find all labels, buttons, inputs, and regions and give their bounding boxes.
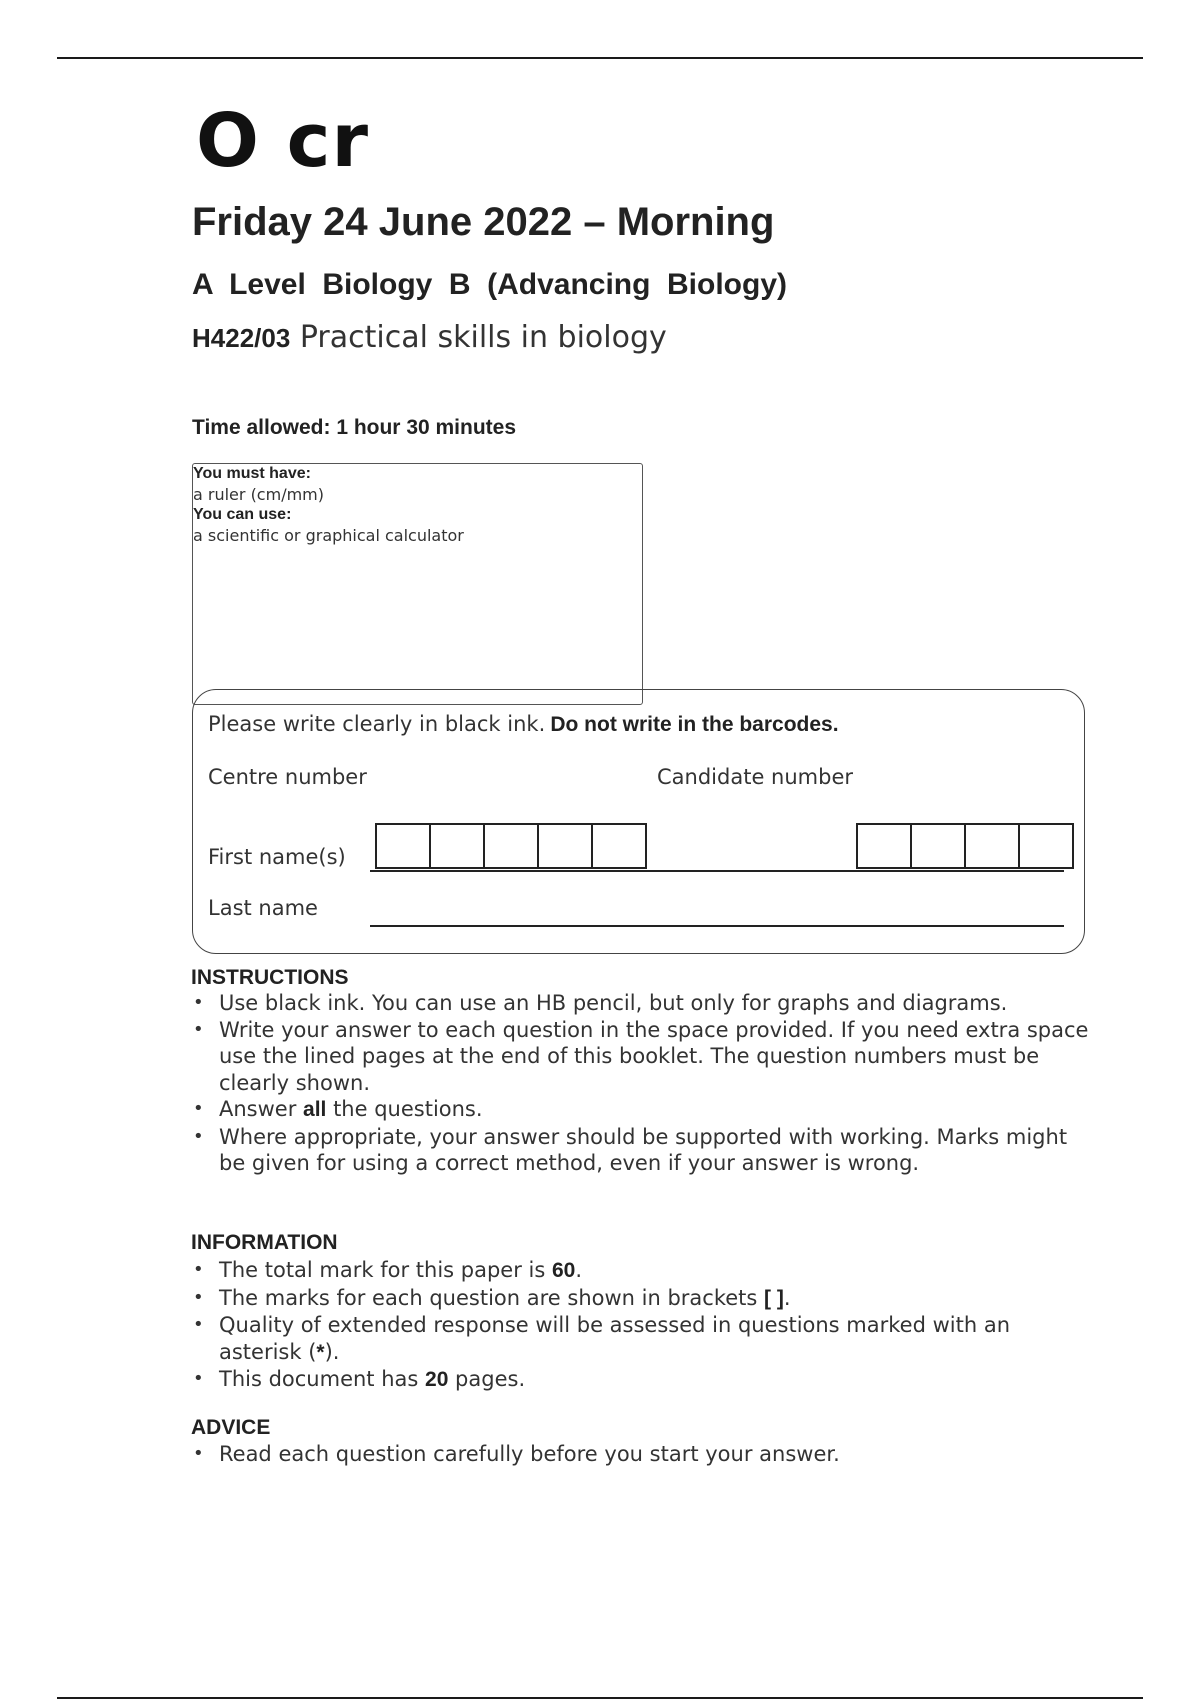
- ocr-logo: O cr: [196, 98, 370, 184]
- centre-digit-box[interactable]: [539, 825, 593, 867]
- page-count-value: 20: [425, 1368, 449, 1391]
- write-clearly-note: [208, 712, 839, 737]
- bottom-rule: [57, 1697, 1143, 1699]
- information-item: [191, 1366, 1091, 1394]
- candidate-number-boxes[interactable]: [856, 823, 1074, 869]
- advice-item: • Read each question carefully before you start your answer.: [191, 1441, 1091, 1468]
- centre-digit-box[interactable]: [485, 825, 539, 867]
- brackets-symbol: [ ]: [764, 1286, 784, 1310]
- top-rule: [57, 57, 1143, 59]
- information-item: [191, 1312, 1091, 1366]
- information-text: .: [575, 1258, 583, 1282]
- asterisk-symbol: *: [316, 1340, 325, 1364]
- first-name-line[interactable]: [370, 870, 1064, 872]
- centre-digit-box[interactable]: [593, 825, 645, 867]
- can-use-item: a scientific or graphical calculator: [193, 526, 464, 545]
- information-text: Quality of extended response will be assessed in questions marked with an asterisk (: [219, 1313, 1011, 1364]
- barcodes-warning: Do not write in the barcodes.: [550, 713, 839, 736]
- information-item: [191, 1285, 1091, 1313]
- instruction-text: the questions.: [326, 1097, 483, 1121]
- qualification-title: A Level Biology B (Advancing Biology): [192, 268, 787, 301]
- information-list: [191, 1257, 1091, 1394]
- information-text: pages.: [448, 1367, 526, 1391]
- candidate-digit-box[interactable]: [912, 825, 966, 867]
- must-have-item: a ruler (cm/mm): [193, 485, 324, 504]
- information-text: .: [783, 1285, 791, 1310]
- instruction-item: [191, 1096, 1091, 1124]
- instructions-list: [191, 990, 1091, 1177]
- information-text: ).: [324, 1339, 340, 1364]
- instruction-item: • Use black ink. You can use an HB pencil, but only for graphs and diagrams.: [191, 990, 1091, 1017]
- candidate-digit-box[interactable]: [858, 825, 912, 867]
- instruction-emphasis: all: [303, 1098, 327, 1121]
- centre-digit-box[interactable]: [431, 825, 485, 867]
- candidate-digit-box[interactable]: [1020, 825, 1072, 867]
- centre-number-label: Centre number: [208, 765, 367, 789]
- information-item: [191, 1257, 1091, 1285]
- information-heading: INFORMATION: [191, 1231, 338, 1254]
- paper-title-block: [192, 258, 787, 365]
- last-name-line[interactable]: [370, 925, 1064, 927]
- candidate-number-label: Candidate number: [657, 765, 853, 789]
- can-use-label: You can use:: [193, 506, 292, 523]
- last-name-label: Last name: [208, 896, 318, 920]
- equipment-box: [192, 463, 643, 705]
- exam-date-session: Friday 24 June 2022 – Morning: [192, 200, 775, 244]
- time-allowed: Time allowed: 1 hour 30 minutes: [192, 416, 517, 439]
- information-text: The total mark for this paper is: [219, 1258, 552, 1282]
- first-name-label: First name(s): [208, 845, 346, 869]
- candidate-details-box: [192, 689, 1085, 954]
- total-mark-value: 60: [551, 1259, 576, 1282]
- advice-heading: ADVICE: [191, 1416, 271, 1439]
- must-have-label: You must have:: [193, 465, 311, 482]
- instruction-item: • Where appropriate, your answer should be supported with working. Marks might be given for using a correct method, even if your answer is wrong.: [191, 1124, 1091, 1177]
- information-text: This document has: [219, 1367, 426, 1391]
- information-text: The marks for each question are shown in brackets: [219, 1285, 765, 1310]
- advice-list: [191, 1441, 1091, 1468]
- paper-title: Practical skills in biology: [299, 320, 667, 355]
- instruction-item: • Write your answer to each question in the space provided. If you need extra space use the lined pages at the end of this booklet. The question numbers must be clearly shown.: [191, 1017, 1091, 1097]
- centre-number-boxes[interactable]: [375, 823, 647, 869]
- centre-digit-box[interactable]: [377, 825, 431, 867]
- instructions-heading: INSTRUCTIONS: [191, 966, 349, 989]
- paper-code: H422/03: [192, 323, 291, 353]
- write-clearly-text: Please write clearly in black ink.: [208, 712, 546, 736]
- instruction-text: Answer: [219, 1097, 304, 1121]
- candidate-digit-box[interactable]: [966, 825, 1020, 867]
